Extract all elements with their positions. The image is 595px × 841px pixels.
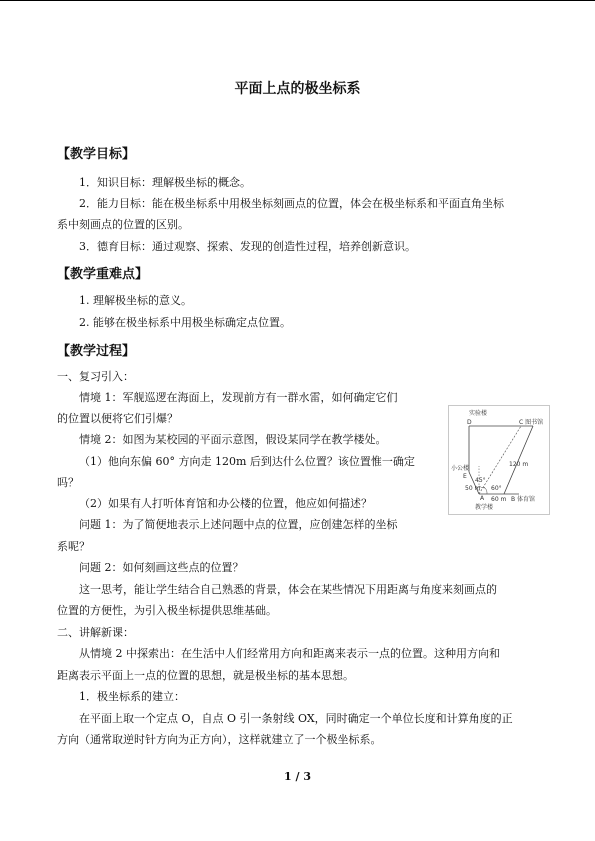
process-line: 方向（通常取逆时针方向为正方向），这样就建立了一个极坐标系。: [57, 733, 382, 746]
process-line: 1．极坐标系的建立：: [79, 690, 185, 703]
heading-process: 【教学过程】: [57, 344, 136, 359]
label-angle-45: 45°: [475, 477, 486, 484]
process-line: 这一思考，能让学生结合自己熟悉的背景，体会在某些情况下用距离与角度来刻画点的: [79, 583, 497, 596]
objective-line: 系中刻画点的位置的区别。: [57, 218, 189, 231]
key-point-line: 2. 能够在极坐标系中用极坐标确定点位置。: [79, 316, 291, 329]
process-line: 距离表示平面上一点的位置的思想，就是极坐标的基本思想。: [57, 669, 354, 682]
process-line: 在平面上取一个定点 O，自点 O 引一条射线 OX，同时确定一个单位长度和计算角度的正: [79, 712, 513, 725]
campus-map-diagram: [449, 406, 549, 514]
campus-map-figure: [448, 405, 550, 515]
process-line: （1）他向东偏 60° 方向走 120m 后到达什么位置？该位置惟一确定: [79, 455, 415, 468]
label-point-e: E: [463, 473, 467, 480]
heading-key-points: 【教学重难点】: [57, 267, 149, 282]
process-line: 系呢？: [57, 540, 90, 553]
label-dist-50: 50 m: [465, 485, 481, 492]
process-line: 情境 2：如图为某校园的平面示意图，假设某同学在教学楼处。: [79, 433, 387, 446]
label-office-building: 小公楼: [451, 465, 470, 472]
label-dist-120: 120 m: [509, 461, 529, 468]
label-angle-60: 60°: [491, 485, 502, 492]
objective-line: 1．知识目标：理解极坐标的概念。: [79, 176, 251, 189]
process-line: 二、讲解新课：: [57, 626, 134, 639]
label-lab-building: 实验楼: [469, 410, 488, 417]
heading-objectives: 【教学目标】: [57, 147, 136, 162]
key-point-line: 1. 理解极坐标的意义。: [79, 294, 192, 307]
label-dist-60: 60 m: [491, 496, 507, 503]
label-point-d: D: [467, 419, 472, 426]
label-point-a: A: [480, 495, 485, 502]
process-line: 一、复习引入：: [57, 370, 134, 383]
label-library: C 图书馆: [519, 419, 544, 426]
top-rule: [0, 0, 595, 1]
process-line: 情境 1：军舰巡逻在海面上，发现前方有一群水雷，如何确定它们: [79, 391, 398, 404]
label-teaching-building: 教学楼: [475, 504, 494, 511]
page-number: 1 / 3: [284, 770, 311, 783]
page-title: 平面上点的极坐标系: [234, 81, 361, 97]
objective-line: 3．德育目标：通过观察、探索、发现的创造性过程，培养创新意识。: [79, 240, 416, 253]
process-line: 位置的方便性，为引入极坐标提供思维基础。: [57, 604, 277, 617]
process-line: 问题 2：如何刻画这些点的位置？: [79, 561, 244, 574]
label-gymnasium: B 体育馆: [511, 496, 536, 503]
process-line: 吗？: [57, 476, 79, 489]
process-line: 从情境 2 中探索出：在生活中人们经常用方向和距离来表示一点的位置。这种用方向和: [79, 647, 500, 660]
process-line: （2）如果有人打听体育馆和办公楼的位置，他应如何描述？: [79, 497, 372, 510]
objective-line: 2．能力目标：能在极坐标系中用极坐标刻画点的位置，体会在极坐标系和平面直角坐标: [79, 197, 504, 210]
process-line: 的位置以便将它们引爆？: [57, 412, 178, 425]
process-line: 问题 1：为了简便地表示上述问题中点的位置，应创建怎样的坐标: [79, 518, 398, 531]
